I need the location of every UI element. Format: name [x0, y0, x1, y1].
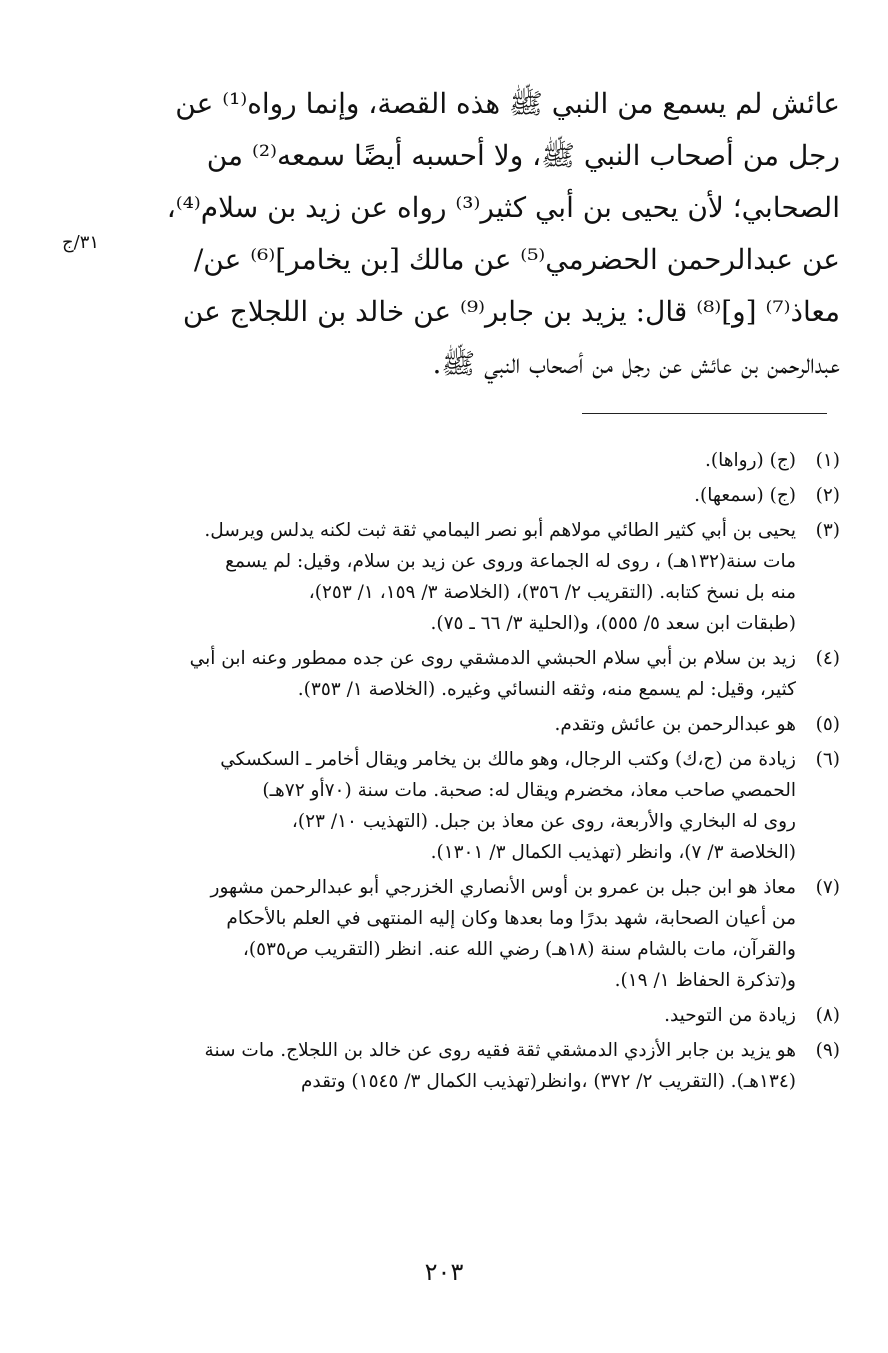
- footnote-line: والقرآن، مات بالشام سنة (١٨هـ) رضي الله عنه. انظر (التقريب ص٥٣٥)،: [242, 939, 796, 960]
- footnote-line: زيد بن سلام بن أبي سلام الحبشي الدمشقي روى عن جده ممطور وعنه ابن أبي: [189, 648, 796, 669]
- footnote: [150, 709, 840, 740]
- footnote-separator: [582, 413, 827, 414]
- footnote: [150, 1035, 840, 1097]
- footnote: [150, 480, 840, 511]
- footnote-line: (طبقات ابن سعد ٥/ ٥٥٥)، و(الحلية ٣/ ٦٦ ـ ٧٥).: [430, 613, 796, 634]
- footnote: [150, 872, 840, 996]
- main-text-line: معاذ⁽⁷⁾ [و]⁽⁸⁾ قال: يزيد بن جابر⁽⁹⁾ عن خالد بن اللجلاج عن: [182, 295, 840, 328]
- footnote-line: الحمصي صاحب معاذ، مخضرم ويقال له: صحبة. مات سنة (٧٠أو ٧٢هـ): [262, 780, 796, 801]
- footnote-text: [150, 445, 796, 476]
- footnote-number: (٥): [815, 714, 840, 735]
- footnote-line: (١٣٤هـ). (التقريب ٢/ ٣٧٢) ،وانظر(تهذيب الكمال ٣/ ١٥٤٥) وتقدم: [300, 1071, 796, 1092]
- footnote-line: مات سنة(١٣٢هـ) ، روى له الجماعة وروى عن زيد بن سلام، وقيل: لم يسمع: [225, 551, 796, 572]
- footnote-number: (٣): [815, 520, 840, 541]
- footnote-text: [150, 872, 796, 996]
- footnote-text: [150, 744, 796, 868]
- footnote: [150, 1000, 840, 1031]
- footnote-text: [150, 1035, 796, 1097]
- footnote: [150, 643, 840, 705]
- footnote-line: (ج) (سمعها).: [694, 485, 796, 506]
- footnote-line: (ج) (رواها).: [705, 450, 796, 471]
- footnote-line: منه بل نسخ كتابه. (التقريب ٢/ ٣٥٦)، (الخلاصة ٣/ ١٥٩، ١/ ٢٥٣)،: [308, 582, 796, 603]
- main-text-line: الصحابي؛ لأن يحيى بن أبي كثير⁽³⁾ رواه عن زيد بن سلام⁽⁴⁾،: [166, 191, 840, 224]
- footnote-line: معاذ هو ابن جبل بن عمرو بن أوس الأنصاري الخزرجي أبو عبدالرحمن مشهور: [210, 877, 796, 898]
- footnote-line: من أعيان الصحابة، شهد بدرًا وما بعدها وكان إليه المنتهى في العلم بالأحكام: [226, 908, 796, 929]
- footnote-line: كثير، وقيل: لم يسمع منه، وثقه النسائي وغيره. (الخلاصة ١/ ٣٥٣).: [297, 679, 796, 700]
- main-text-line: رجل من أصحاب النبي ﷺ، ولا أحسبه أيضًا سمعه⁽²⁾ من: [206, 139, 840, 172]
- main-text-block: [150, 78, 840, 390]
- footnote-number: (٤): [815, 648, 840, 669]
- main-text-line: عائش لم يسمع من النبي ﷺ هذه القصة، وإنما رواه⁽¹⁾ عن: [175, 87, 840, 120]
- footnote-line: زيادة من (ج،ك) وكتب الرجال، وهو مالك بن يخامر ويقال أخامر ـ السكسكي: [220, 749, 796, 770]
- footnote-line: روى له البخاري والأربعة، روى عن معاذ بن جبل. (التهذيب ١٠/ ٢٣)،: [291, 811, 796, 832]
- footnote: [150, 744, 840, 868]
- footnote-line: (الخلاصة ٣/ ٧)، وانظر (تهذيب الكمال ٣/ ١٣٠١).: [430, 842, 796, 863]
- footnote-number: (٧): [815, 877, 840, 898]
- footnote-line: و(تذكرة الحفاظ ١/ ١٩).: [614, 970, 796, 991]
- footnote-text: [150, 515, 796, 639]
- footnote-text: [150, 709, 796, 740]
- footnote-line: زيادة من التوحيد.: [664, 1005, 796, 1026]
- footnote-number: (٨): [815, 1005, 840, 1026]
- main-text-line: عبدالرحمن بن عائش عن رجل من أصحاب النبي ﷺ.: [432, 347, 840, 380]
- footnote-text: [150, 643, 796, 705]
- manuscript-folio-marker: ٣١/ج: [62, 232, 100, 253]
- footnote-number: (٦): [815, 749, 840, 770]
- footnote-number: (٩): [815, 1040, 840, 1061]
- main-text-line: عن عبدالرحمن الحضرمي⁽⁵⁾ عن مالك [بن يخامر]⁽⁶⁾ عن/: [193, 243, 840, 276]
- footnote-text: [150, 1000, 796, 1031]
- footnote-number: (١): [815, 450, 840, 471]
- footnote-number: (٢): [815, 485, 840, 506]
- footnote-line: هو يزيد بن جابر الأزدي الدمشقي ثقة فقيه روى عن خالد بن اللجلاج. مات سنة: [204, 1040, 796, 1061]
- footnotes-section: [150, 445, 840, 1101]
- footnote: [150, 515, 840, 639]
- footnote-text: [150, 480, 796, 511]
- footnote-line: هو عبدالرحمن بن عائش وتقدم.: [554, 714, 796, 735]
- page-number: ٢٠٣: [424, 1258, 464, 1286]
- footnote-line: يحيى بن أبي كثير الطائي مولاهم أبو نصر اليمامي ثقة ثبت لكنه يدلس ويرسل.: [204, 520, 796, 541]
- footnote: [150, 445, 840, 476]
